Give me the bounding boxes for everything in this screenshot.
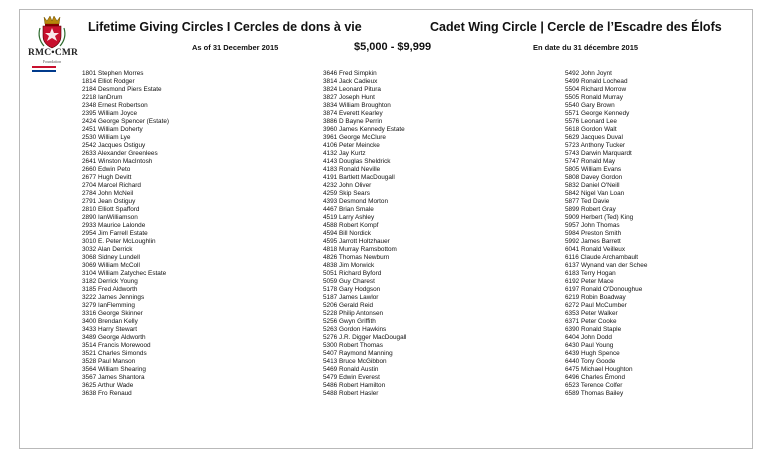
circle-title: Cadet Wing Circle | Cercle de l’Escadre des Élofs bbox=[430, 20, 722, 34]
donor-entry: 2677 Hugh Devitt bbox=[82, 174, 132, 181]
donor-entry: 2395 William Joyce bbox=[82, 110, 138, 117]
donor-entry: 3646 Fred Simpkin bbox=[323, 70, 377, 77]
donor-entry: 3960 James Kennedy Estate bbox=[323, 126, 405, 133]
donor-entry: 2954 Jim Farrell Estate bbox=[82, 230, 148, 237]
donor-entry: 5505 Ronald Murray bbox=[565, 94, 623, 101]
donor-entry: 6496 Charles Émond bbox=[565, 374, 626, 381]
donor-entry: 5206 Gerald Reid bbox=[323, 302, 374, 309]
donor-entry: 5228 Philip Antonsen bbox=[323, 310, 384, 317]
document-page bbox=[19, 9, 753, 449]
donor-entry: 2424 George Spencer (Estate) bbox=[82, 118, 170, 125]
donor-entry: 4132 Jay Kurtz bbox=[323, 150, 366, 157]
donor-entry: 2530 William Lye bbox=[82, 134, 131, 141]
donor-entry: 4143 Douglas Sheldrick bbox=[323, 158, 391, 165]
donor-entry: 5992 James Barrett bbox=[565, 238, 621, 245]
donor-entry: 2890 IanWilliamson bbox=[82, 214, 138, 221]
flag-stripe-icon bbox=[32, 66, 56, 72]
donor-entry: 5808 Davey Gordon bbox=[565, 174, 623, 181]
donor-entry: 5488 Robert Hasler bbox=[323, 390, 379, 397]
crest-icon bbox=[28, 14, 76, 50]
donor-entry: 5499 Ronald Lochead bbox=[565, 78, 628, 85]
donor-entry: 5479 Edwin Everest bbox=[323, 374, 380, 381]
donor-entry: 5571 George Kennedy bbox=[565, 110, 630, 117]
donor-entry: 6475 Michael Houghton bbox=[565, 366, 633, 373]
donor-entry: 6219 Robin Boadway bbox=[565, 294, 626, 301]
page-title: Lifetime Giving Circles I Cercles de dons à vie bbox=[88, 20, 362, 34]
donor-entry: 3521 Charles Simonds bbox=[82, 350, 147, 357]
donor-entry: 3010 E. Peter McLoughlin bbox=[82, 238, 156, 245]
donor-entry: 3068 Sidney Lundell bbox=[82, 254, 140, 261]
donor-entry: 6439 Hugh Spence bbox=[565, 350, 620, 357]
donor-entry: 5618 Gordon Walt bbox=[565, 126, 617, 133]
donor-entry: 2641 Winston MacIntosh bbox=[82, 158, 153, 165]
donor-entry: 4467 Brian Smale bbox=[323, 206, 374, 213]
donor-entry: 6197 Ronald O'Donoughue bbox=[565, 286, 643, 293]
donor-entry: 4393 Desmond Morton bbox=[323, 198, 389, 205]
donor-entry: 3032 Alan Derrick bbox=[82, 246, 133, 253]
donor-entry: 2633 Alexander Greenlees bbox=[82, 150, 158, 157]
logo-wordmark: RMC•CMR bbox=[28, 48, 79, 58]
donor-entry: 2933 Maurice Lalonde bbox=[82, 222, 146, 229]
donor-entry: 5899 Robert Gray bbox=[565, 206, 616, 213]
donor-entry: 5469 Ronald Austin bbox=[323, 366, 379, 373]
donor-entry: 6440 Tony Goode bbox=[565, 358, 616, 365]
donor-entry: 2660 Edwin Peto bbox=[82, 166, 131, 173]
donor-entry: 3564 William Shearing bbox=[82, 366, 146, 373]
donor-entry: 5629 Jacques Duval bbox=[565, 134, 623, 141]
donor-entry: 5051 Richard Byford bbox=[323, 270, 382, 277]
donor-entry: 1814 Elliot Rodger bbox=[82, 78, 135, 85]
donor-entry: 5877 Ted Davie bbox=[565, 198, 610, 205]
donor-entry: 3528 Paul Manson bbox=[82, 358, 136, 365]
donor-entry: 5263 Gordon Hawkins bbox=[323, 326, 387, 333]
donor-list-column-2 bbox=[323, 70, 406, 398]
donor-entry: 3316 George Skinner bbox=[82, 310, 143, 317]
donor-entry: 2810 Elliott Spafford bbox=[82, 206, 140, 213]
donor-entry: 6430 Paul Young bbox=[565, 342, 614, 349]
donor-entry: 4818 Murray Ramsbottom bbox=[323, 246, 397, 253]
donor-entry: 5256 Gwyn Griffith bbox=[323, 318, 376, 325]
donor-entry: 6116 Claude Archambault bbox=[565, 254, 639, 261]
date-english: As of 31 December 2015 bbox=[192, 43, 279, 52]
rmc-foundation-logo bbox=[28, 14, 79, 74]
donor-entry: 6137 Wynand van der Schee bbox=[565, 262, 648, 269]
donor-entry: 5984 Preston Smith bbox=[565, 230, 622, 237]
donor-entry: 5723 Anthony Tucker bbox=[565, 142, 626, 149]
donor-entry: 5743 Darwin Marquardt bbox=[565, 150, 632, 157]
donor-entry: 6192 Peter Mace bbox=[565, 278, 614, 285]
donor-entry: 3824 Leonard Pitura bbox=[323, 86, 381, 93]
donor-entry: 4838 Jim Morwick bbox=[323, 262, 375, 269]
donor-entry: 4183 Ronald Neville bbox=[323, 166, 381, 173]
donor-entry: 3874 Everett Kearley bbox=[323, 110, 383, 117]
donor-entry: 3185 Fred Aldworth bbox=[82, 286, 138, 293]
donor-entry: 3433 Harry Stewart bbox=[82, 326, 138, 333]
donor-entry: 5842 Nigel Van Loan bbox=[565, 190, 625, 197]
donor-list-column-3 bbox=[565, 70, 647, 398]
donor-entry: 5576 Leonard Lee bbox=[565, 118, 617, 125]
logo-subtext: Foundation bbox=[42, 59, 62, 64]
donor-entry: 4588 Robert Kompf bbox=[323, 222, 379, 229]
donor-entry: 3638 Fro Renaud bbox=[82, 390, 132, 397]
donor-entry: 2184 Desmond Piers Estate bbox=[82, 86, 162, 93]
donor-entry: 4191 Bartlett MacDougall bbox=[323, 174, 395, 181]
donor-entry: 5407 Raymond Manning bbox=[323, 350, 393, 357]
donor-entry: 4595 Jarrott Holtzhauer bbox=[323, 238, 390, 245]
donor-entry: 3961 George McClure bbox=[323, 134, 386, 141]
donor-entry: 3104 William Zatychec Estate bbox=[82, 270, 167, 277]
donor-entry: 3886 D Bayne Perrin bbox=[323, 118, 383, 125]
donor-entry: 3625 Arthur Wade bbox=[82, 382, 134, 389]
donor-entry: 5540 Gary Brown bbox=[565, 102, 615, 109]
donor-entry: 5805 William Evans bbox=[565, 166, 622, 173]
donor-entry: 6371 Peter Cooke bbox=[565, 318, 617, 325]
donor-entry: 2218 IanDrum bbox=[82, 94, 123, 101]
donor-entry: 4519 Larry Ashley bbox=[323, 214, 375, 221]
donor-entry: 3400 Brendan Kelly bbox=[82, 318, 138, 325]
donor-entry: 3279 IanFlemming bbox=[82, 302, 135, 309]
donor-entry: 1801 Stephen Morres bbox=[82, 70, 144, 77]
donor-entry: 3514 Francis Morewood bbox=[82, 342, 151, 349]
donor-entry: 5486 Robert Hamilton bbox=[323, 382, 386, 389]
donor-entry: 5413 Bruce McGibbon bbox=[323, 358, 387, 365]
donor-entry: 6390 Ronald Staple bbox=[565, 326, 622, 333]
donor-entry: 3222 James Jennings bbox=[82, 294, 145, 301]
donor-entry: 3834 William Broughton bbox=[323, 102, 391, 109]
donor-entry: 2784 John McNeil bbox=[82, 190, 134, 197]
donor-entry: 3182 Derrick Young bbox=[82, 278, 138, 285]
donor-entry: 5276 J.R. Digger MacDougall bbox=[323, 334, 407, 341]
donor-entry: 5957 John Thomas bbox=[565, 222, 620, 229]
donor-entry: 6353 Peter Walker bbox=[565, 310, 618, 317]
donor-entry: 5909 Herbert (Ted) King bbox=[565, 214, 634, 221]
donor-entry: 5832 Daniel O'Neill bbox=[565, 182, 620, 189]
donor-entry: 6041 Ronald Veilleux bbox=[565, 246, 626, 253]
donor-entry: 4106 Peter Meincke bbox=[323, 142, 380, 149]
donor-entry: 5504 Richard Morrow bbox=[565, 86, 627, 93]
donor-entry: 5492 John Joynt bbox=[565, 70, 612, 77]
donor-entry: 4232 John Oliver bbox=[323, 182, 372, 189]
donor-entry: 2348 Ernest Robertson bbox=[82, 102, 148, 109]
donor-entry: 2704 Marcel Richard bbox=[82, 182, 141, 189]
donor-entry: 2542 Jacques Ostiguy bbox=[82, 142, 146, 149]
donor-entry: 2451 William Doherty bbox=[82, 126, 143, 133]
donor-entry: 6183 Terry Hogan bbox=[565, 270, 616, 277]
donor-entry: 6272 Paul McCumber bbox=[565, 302, 627, 309]
donor-entry: 4594 Bill Nordick bbox=[323, 230, 371, 237]
donor-entry: 6589 Thomas Bailey bbox=[565, 390, 624, 397]
donor-entry: 6404 John Dodd bbox=[565, 334, 612, 341]
donor-entry: 2791 Jean Ostiguy bbox=[82, 198, 136, 205]
donor-entry: 3814 Jack Cadieux bbox=[323, 78, 378, 85]
date-french: En date du 31 décembre 2015 bbox=[533, 43, 639, 52]
donor-entry: 5178 Gary Hodgson bbox=[323, 286, 381, 293]
donor-entry: 4259 Skip Sears bbox=[323, 190, 370, 197]
donor-entry: 5747 Ronald May bbox=[565, 158, 616, 165]
donor-entry: 6523 Terence Colfer bbox=[565, 382, 623, 389]
amount-range: $5,000 - $9,999 bbox=[354, 41, 432, 53]
donor-entry: 3489 George Aldworth bbox=[82, 334, 146, 341]
donor-list-column-1 bbox=[82, 70, 169, 398]
donor-entry: 5059 Guy Charest bbox=[323, 278, 375, 285]
donor-entry: 3069 William McColl bbox=[82, 262, 140, 269]
donor-entry: 3567 James Shantora bbox=[82, 374, 145, 381]
donor-entry: 5187 James Lawlor bbox=[323, 294, 379, 301]
donor-entry: 5300 Robert Thomas bbox=[323, 342, 383, 349]
donor-entry: 4826 Thomas Newburn bbox=[323, 254, 390, 261]
donor-entry: 3827 Joseph Hunt bbox=[323, 94, 375, 101]
